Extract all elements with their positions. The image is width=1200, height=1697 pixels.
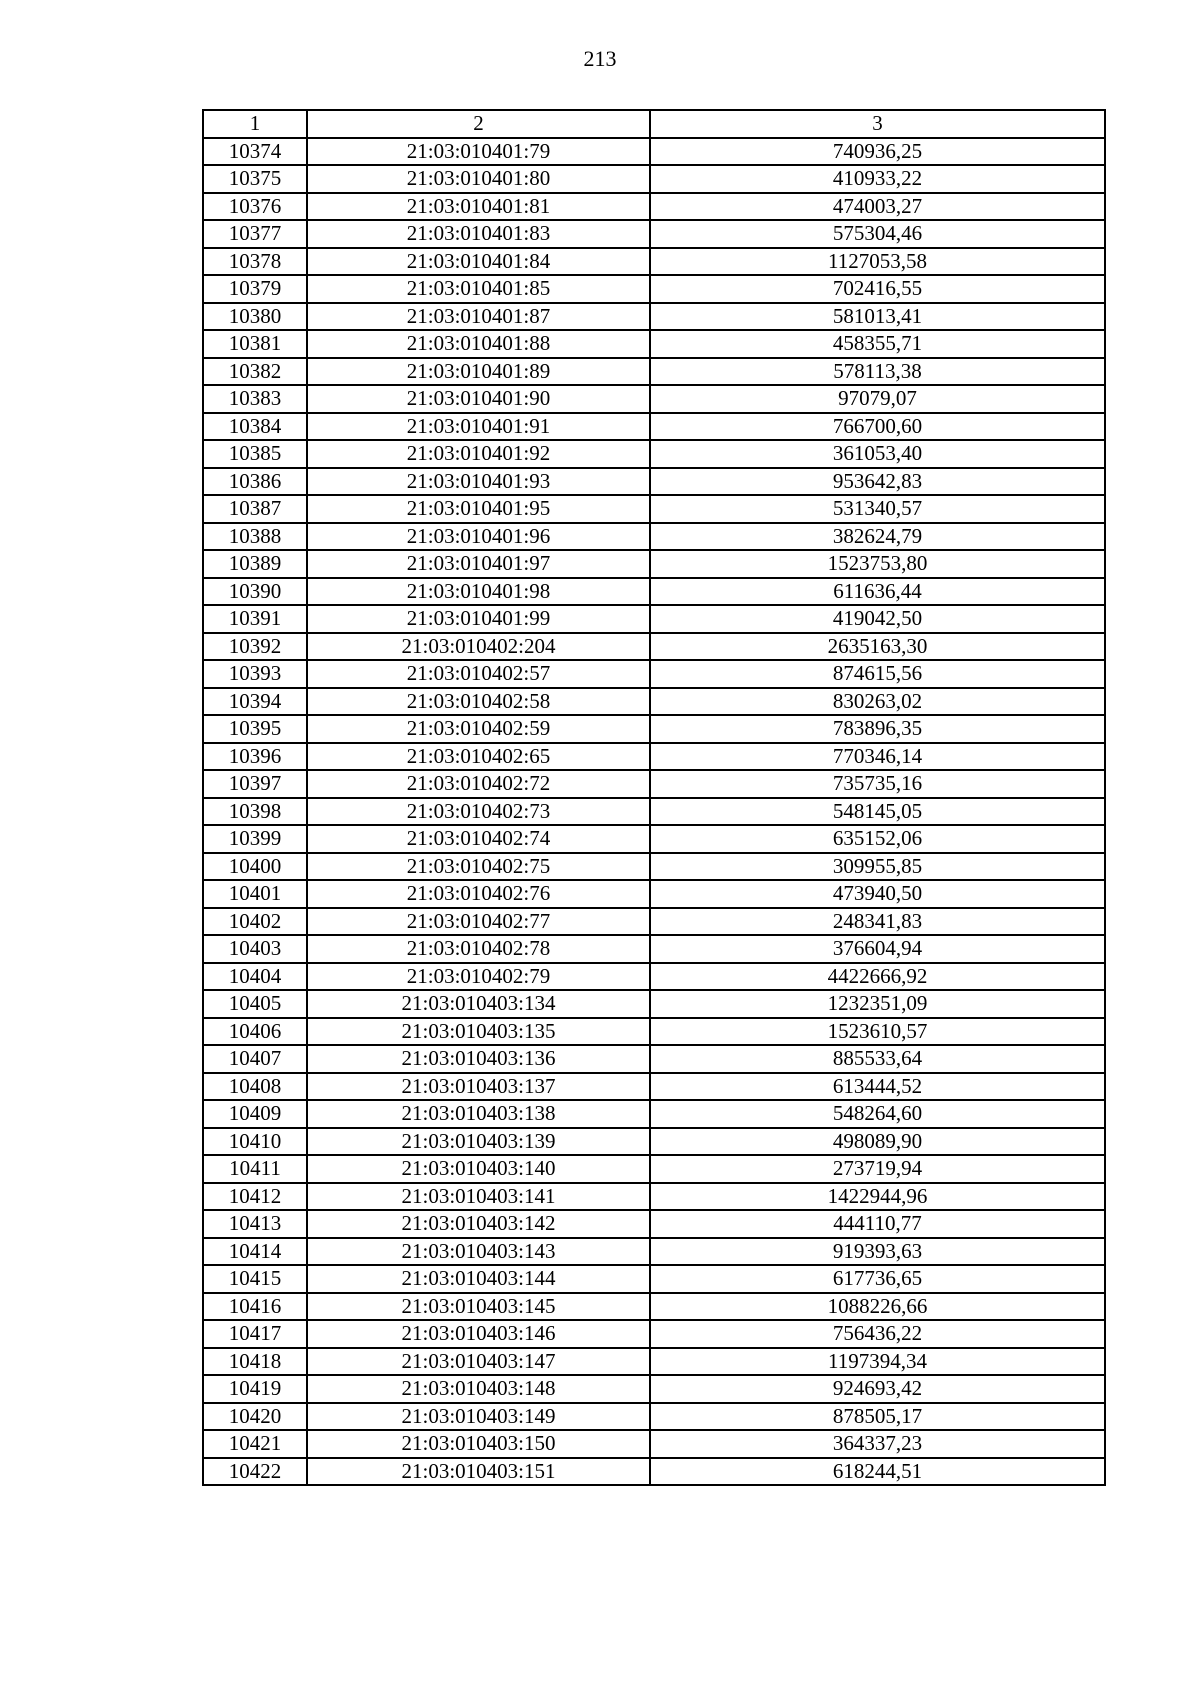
table-row: [203, 688, 1105, 716]
table-row: [203, 1018, 1105, 1046]
cadastral-number-cell: 21:03:010403:150: [307, 1430, 650, 1458]
row-number-cell: 10414: [203, 1238, 307, 1266]
row-number-cell: 10401: [203, 880, 307, 908]
table-row: [203, 1100, 1105, 1128]
row-number-cell: 10386: [203, 468, 307, 496]
row-number-cell: 10387: [203, 495, 307, 523]
table-row: [203, 330, 1105, 358]
table-row: [203, 605, 1105, 633]
row-number-cell: 10391: [203, 605, 307, 633]
row-number-cell: 10378: [203, 248, 307, 276]
value-cell: 1088226,66: [650, 1293, 1105, 1321]
value-cell: 919393,63: [650, 1238, 1105, 1266]
value-cell: 635152,06: [650, 825, 1105, 853]
table-row: [203, 440, 1105, 468]
cadastral-number-cell: 21:03:010401:90: [307, 385, 650, 413]
cadastral-number-cell: 21:03:010403:140: [307, 1155, 650, 1183]
table-row: [203, 385, 1105, 413]
value-cell: 735735,16: [650, 770, 1105, 798]
cadastral-number-cell: 21:03:010401:93: [307, 468, 650, 496]
value-cell: 382624,79: [650, 523, 1105, 551]
row-number-cell: 10403: [203, 935, 307, 963]
row-number-cell: 10404: [203, 963, 307, 991]
cadastral-number-cell: 21:03:010401:98: [307, 578, 650, 606]
value-cell: 617736,65: [650, 1265, 1105, 1293]
table-row: [203, 1430, 1105, 1458]
cadastral-number-cell: 21:03:010402:65: [307, 743, 650, 771]
row-number-cell: 10412: [203, 1183, 307, 1211]
table-row: [203, 935, 1105, 963]
cadastral-number-cell: 21:03:010401:87: [307, 303, 650, 331]
row-number-cell: 10406: [203, 1018, 307, 1046]
cadastral-number-cell: 21:03:010401:80: [307, 165, 650, 193]
row-number-cell: 10396: [203, 743, 307, 771]
table-row: [203, 715, 1105, 743]
table-row: [203, 523, 1105, 551]
table-row: [203, 1293, 1105, 1321]
row-number-cell: 10393: [203, 660, 307, 688]
value-cell: 444110,77: [650, 1210, 1105, 1238]
cadastral-number-cell: 21:03:010401:97: [307, 550, 650, 578]
cadastral-number-cell: 21:03:010403:145: [307, 1293, 650, 1321]
value-cell: 770346,14: [650, 743, 1105, 771]
cadastral-number-cell: 21:03:010402:76: [307, 880, 650, 908]
cadastral-number-cell: 21:03:010403:139: [307, 1128, 650, 1156]
value-cell: 376604,94: [650, 935, 1105, 963]
table-body: [203, 138, 1105, 1486]
table-row: [203, 220, 1105, 248]
value-cell: 783896,35: [650, 715, 1105, 743]
table-row: [203, 990, 1105, 1018]
table-row: [203, 1155, 1105, 1183]
table-row: [203, 165, 1105, 193]
row-number-cell: 10394: [203, 688, 307, 716]
row-number-cell: 10421: [203, 1430, 307, 1458]
cadastral-number-cell: 21:03:010401:83: [307, 220, 650, 248]
row-number-cell: 10418: [203, 1348, 307, 1376]
table-row: [203, 413, 1105, 441]
value-cell: 1232351,09: [650, 990, 1105, 1018]
table-row: [203, 248, 1105, 276]
cadastral-number-cell: 21:03:010402:72: [307, 770, 650, 798]
table-row: [203, 770, 1105, 798]
value-cell: 474003,27: [650, 193, 1105, 221]
table-row: [203, 880, 1105, 908]
cadastral-number-cell: 21:03:010402:204: [307, 633, 650, 661]
value-cell: 1422944,96: [650, 1183, 1105, 1211]
table-row: [203, 908, 1105, 936]
row-number-cell: 10379: [203, 275, 307, 303]
value-cell: 1197394,34: [650, 1348, 1105, 1376]
row-number-cell: 10382: [203, 358, 307, 386]
table-row: [203, 1183, 1105, 1211]
value-cell: 924693,42: [650, 1375, 1105, 1403]
value-cell: 1523753,80: [650, 550, 1105, 578]
row-number-cell: 10408: [203, 1073, 307, 1101]
value-cell: 581013,41: [650, 303, 1105, 331]
row-number-cell: 10388: [203, 523, 307, 551]
table-row: [203, 1458, 1105, 1486]
value-cell: 498089,90: [650, 1128, 1105, 1156]
value-cell: 4422666,92: [650, 963, 1105, 991]
value-cell: 618244,51: [650, 1458, 1105, 1486]
row-number-cell: 10395: [203, 715, 307, 743]
row-number-cell: 10413: [203, 1210, 307, 1238]
cadastral-number-cell: 21:03:010403:147: [307, 1348, 650, 1376]
table-row: [203, 495, 1105, 523]
value-cell: 531340,57: [650, 495, 1105, 523]
table-row: [203, 1320, 1105, 1348]
value-cell: 740936,25: [650, 138, 1105, 166]
data-table: [202, 109, 1106, 1486]
cadastral-number-cell: 21:03:010402:77: [307, 908, 650, 936]
cadastral-number-cell: 21:03:010403:141: [307, 1183, 650, 1211]
row-number-cell: 10384: [203, 413, 307, 441]
row-number-cell: 10375: [203, 165, 307, 193]
value-cell: 273719,94: [650, 1155, 1105, 1183]
table-row: [203, 1128, 1105, 1156]
cadastral-number-cell: 21:03:010402:74: [307, 825, 650, 853]
row-number-cell: 10411: [203, 1155, 307, 1183]
table-row: [203, 138, 1105, 166]
value-cell: 410933,22: [650, 165, 1105, 193]
row-number-cell: 10419: [203, 1375, 307, 1403]
page-number: 213: [583, 46, 617, 71]
value-cell: 885533,64: [650, 1045, 1105, 1073]
table-row: [203, 853, 1105, 881]
cadastral-number-cell: 21:03:010401:99: [307, 605, 650, 633]
cadastral-number-cell: 21:03:010401:88: [307, 330, 650, 358]
cadastral-number-cell: 21:03:010403:143: [307, 1238, 650, 1266]
row-number-cell: 10385: [203, 440, 307, 468]
value-cell: 458355,71: [650, 330, 1105, 358]
row-number-cell: 10422: [203, 1458, 307, 1486]
cadastral-number-cell: 21:03:010403:136: [307, 1045, 650, 1073]
value-cell: 361053,40: [650, 440, 1105, 468]
column-header-2: 2: [307, 110, 650, 138]
row-number-cell: 10389: [203, 550, 307, 578]
row-number-cell: 10402: [203, 908, 307, 936]
table-row: [203, 550, 1105, 578]
value-cell: 578113,38: [650, 358, 1105, 386]
value-cell: 548264,60: [650, 1100, 1105, 1128]
row-number-cell: 10409: [203, 1100, 307, 1128]
value-cell: 613444,52: [650, 1073, 1105, 1101]
cadastral-number-cell: 21:03:010402:79: [307, 963, 650, 991]
cadastral-number-cell: 21:03:010403:137: [307, 1073, 650, 1101]
value-cell: 548145,05: [650, 798, 1105, 826]
cadastral-number-cell: 21:03:010403:135: [307, 1018, 650, 1046]
value-cell: 1127053,58: [650, 248, 1105, 276]
value-cell: 702416,55: [650, 275, 1105, 303]
cadastral-number-cell: 21:03:010401:81: [307, 193, 650, 221]
row-number-cell: 10420: [203, 1403, 307, 1431]
column-header-1: 1: [203, 110, 307, 138]
row-number-cell: 10400: [203, 853, 307, 881]
table-header-row: [203, 110, 1105, 138]
value-cell: 756436,22: [650, 1320, 1105, 1348]
cadastral-number-cell: 21:03:010401:85: [307, 275, 650, 303]
cadastral-number-cell: 21:03:010403:146: [307, 1320, 650, 1348]
value-cell: 1523610,57: [650, 1018, 1105, 1046]
value-cell: 766700,60: [650, 413, 1105, 441]
value-cell: 611636,44: [650, 578, 1105, 606]
table-row: [203, 825, 1105, 853]
row-number-cell: 10397: [203, 770, 307, 798]
value-cell: 874615,56: [650, 660, 1105, 688]
row-number-cell: 10416: [203, 1293, 307, 1321]
value-cell: 309955,85: [650, 853, 1105, 881]
table-row: [203, 1238, 1105, 1266]
value-cell: 473940,50: [650, 880, 1105, 908]
cadastral-number-cell: 21:03:010402:73: [307, 798, 650, 826]
row-number-cell: 10392: [203, 633, 307, 661]
row-number-cell: 10398: [203, 798, 307, 826]
table-row: [203, 1375, 1105, 1403]
value-cell: 97079,07: [650, 385, 1105, 413]
table-row: [203, 798, 1105, 826]
cadastral-number-cell: 21:03:010401:89: [307, 358, 650, 386]
value-cell: 953642,83: [650, 468, 1105, 496]
table-row: [203, 193, 1105, 221]
value-cell: 575304,46: [650, 220, 1105, 248]
row-number-cell: 10399: [203, 825, 307, 853]
cadastral-number-cell: 21:03:010402:59: [307, 715, 650, 743]
row-number-cell: 10383: [203, 385, 307, 413]
row-number-cell: 10381: [203, 330, 307, 358]
cadastral-number-cell: 21:03:010403:134: [307, 990, 650, 1018]
cadastral-number-cell: 21:03:010403:148: [307, 1375, 650, 1403]
cadastral-number-cell: 21:03:010402:75: [307, 853, 650, 881]
cadastral-number-cell: 21:03:010401:92: [307, 440, 650, 468]
table-row: [203, 275, 1105, 303]
table-row: [203, 633, 1105, 661]
row-number-cell: 10415: [203, 1265, 307, 1293]
table-row: [203, 1403, 1105, 1431]
value-cell: 419042,50: [650, 605, 1105, 633]
table-row: [203, 1073, 1105, 1101]
table-row: [203, 358, 1105, 386]
value-cell: 878505,17: [650, 1403, 1105, 1431]
cadastral-number-cell: 21:03:010401:79: [307, 138, 650, 166]
cadastral-number-cell: 21:03:010401:96: [307, 523, 650, 551]
table-row: [203, 963, 1105, 991]
value-cell: 364337,23: [650, 1430, 1105, 1458]
cadastral-number-cell: 21:03:010403:149: [307, 1403, 650, 1431]
cadastral-number-cell: 21:03:010402:57: [307, 660, 650, 688]
row-number-cell: 10410: [203, 1128, 307, 1156]
value-cell: 830263,02: [650, 688, 1105, 716]
cadastral-number-cell: 21:03:010403:142: [307, 1210, 650, 1238]
cadastral-number-cell: 21:03:010403:144: [307, 1265, 650, 1293]
table-row: [203, 468, 1105, 496]
table-row: [203, 578, 1105, 606]
cadastral-number-cell: 21:03:010402:78: [307, 935, 650, 963]
row-number-cell: 10380: [203, 303, 307, 331]
cadastral-number-cell: 21:03:010402:58: [307, 688, 650, 716]
row-number-cell: 10374: [203, 138, 307, 166]
value-cell: 2635163,30: [650, 633, 1105, 661]
cadastral-number-cell: 21:03:010403:138: [307, 1100, 650, 1128]
row-number-cell: 10376: [203, 193, 307, 221]
cadastral-number-cell: 21:03:010401:91: [307, 413, 650, 441]
table-row: [203, 1045, 1105, 1073]
table-row: [203, 660, 1105, 688]
cadastral-number-cell: 21:03:010403:151: [307, 1458, 650, 1486]
cadastral-number-cell: 21:03:010401:84: [307, 248, 650, 276]
row-number-cell: 10407: [203, 1045, 307, 1073]
row-number-cell: 10377: [203, 220, 307, 248]
value-cell: 248341,83: [650, 908, 1105, 936]
row-number-cell: 10417: [203, 1320, 307, 1348]
row-number-cell: 10405: [203, 990, 307, 1018]
column-header-3: 3: [650, 110, 1105, 138]
row-number-cell: 10390: [203, 578, 307, 606]
table-row: [203, 1348, 1105, 1376]
table-row: [203, 1210, 1105, 1238]
cadastral-number-cell: 21:03:010401:95: [307, 495, 650, 523]
table-row: [203, 743, 1105, 771]
table-row: [203, 1265, 1105, 1293]
table-row: [203, 303, 1105, 331]
